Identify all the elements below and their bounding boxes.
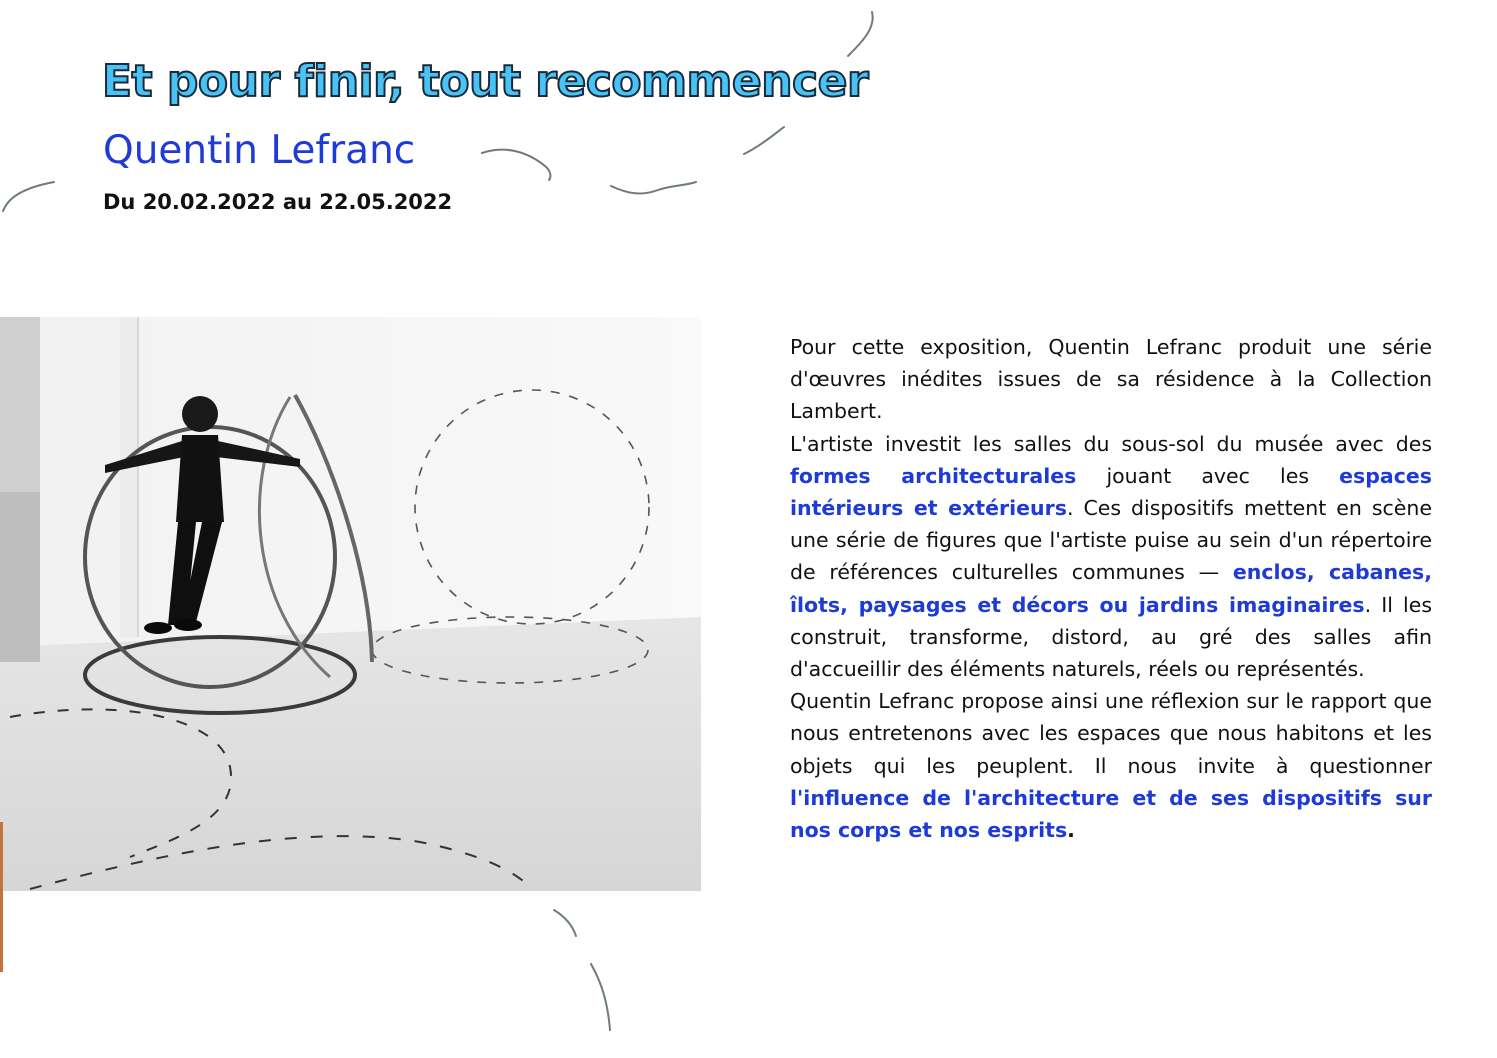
highlight-interior-exterior-spaces: espaces intérieurs et extérieurs <box>790 463 1432 521</box>
squiggle-top-right <box>848 12 873 56</box>
artist-name: Quentin Lefranc <box>103 128 416 173</box>
squiggle-bottom-2 <box>591 964 610 1030</box>
exhibition-description <box>790 331 1432 846</box>
squiggle-wave <box>611 182 696 193</box>
highlight-architecture-influence: l'influence de l'architecture et de ses dispositifs sur nos corps et nos esprits <box>790 785 1432 843</box>
description-paragraph-1: Pour cette exposition, Quentin Lefranc produit une série d'œuvres inédites issues de sa résidence à la Collection Lambert. <box>790 335 1432 424</box>
exhibition-photo <box>0 317 701 891</box>
squiggle-bottom-1 <box>554 910 576 936</box>
squiggle-center <box>482 150 550 180</box>
highlight-enclosures-list: enclos, cabanes, îlots, paysages et décors ou jardins imaginaires <box>790 560 1432 617</box>
squiggle-left <box>3 182 54 211</box>
text-run: . <box>1067 818 1075 843</box>
text-run: . Ces dispositifs mettent en scène une série de figures que l'artiste puise au sein d'un répertoire de références culturelles communes — <box>790 496 1432 585</box>
text-run: Quentin Lefranc propose ainsi une réflexion sur le rapport que nous entretenons avec les espaces que nous habitons et les objets qui les peuplent. Il nous invite à questionner <box>790 689 1432 778</box>
text-run: jouant avec les <box>1076 463 1340 488</box>
description-paragraph-2 <box>790 428 1432 686</box>
squiggle-right-of-title <box>744 127 784 154</box>
page-edge-strip <box>0 822 3 972</box>
highlight-architectural-forms: formes architecturales <box>790 463 1077 488</box>
exhibition-title: Et pour finir, tout recommencer <box>102 56 869 107</box>
description-paragraph-3 <box>790 685 1432 846</box>
text-run: . Il les construit, transforme, distord, au gré des salles afin d'accueillir des éléments naturels, réels ou représentés. <box>790 592 1433 682</box>
artist-in-steel-rings-photo <box>0 317 701 891</box>
exhibition-dates: Du 20.02.2022 au 22.05.2022 <box>103 190 453 214</box>
text-run: L'artiste investit les salles du sous-sol du musée avec des <box>790 431 1432 456</box>
